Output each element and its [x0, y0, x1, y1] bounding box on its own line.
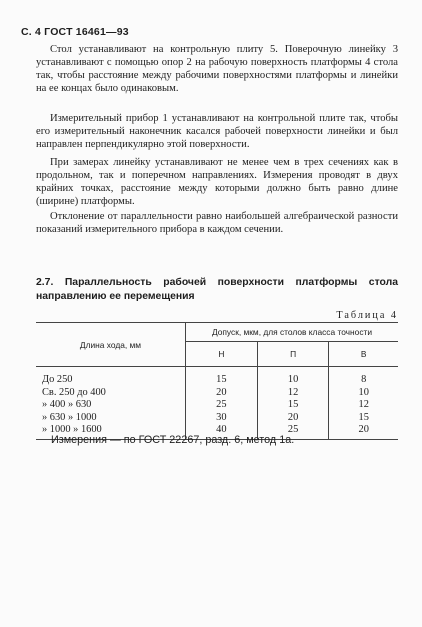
- value-cell: 25: [257, 424, 329, 439]
- value-cell: 15: [358, 411, 369, 423]
- value-cell: 20: [329, 424, 398, 439]
- tolerance-header: Допуск, мкм, для столов класса точности: [186, 323, 399, 342]
- paragraph: Измерительный прибор 1 устанавливают на контрольной плите так, чтобы его измерительный наконечник касался рабочей поверхности линейки и был направлен перпендикулярно этой поверхности.: [36, 113, 398, 151]
- table-row: [36, 367, 398, 387]
- value-cell: 8: [361, 374, 367, 385]
- length-cell: Св. 250 до 400: [36, 387, 186, 400]
- length-cell: » 400 » 630: [36, 399, 186, 412]
- paragraph: Отклонение от параллельности равно наибольшей алгебраической разности показаний измерительного прибора в каждом сечении.: [36, 211, 398, 236]
- paragraph: При замерах линейку устанавливают не менее чем в трех сечениях как в продольном, так и поперечном направлениях. Измерения проводят в двух крайних точках, расстояние между которыми должно быть равно длине (ширине) платформы.: [36, 157, 398, 208]
- section-title: 2.7. Параллельность рабочей поверхности платформы стола направлению ее перемещения: [36, 277, 398, 302]
- length-cell: » 1000 » 1600: [36, 424, 186, 439]
- length-cell: » 630 » 1000: [36, 412, 186, 425]
- length-cell: До 250: [36, 367, 186, 387]
- value-cell: 12: [257, 387, 329, 400]
- value-cell: 10: [257, 367, 329, 387]
- length-column-header: Длина хода, мм: [36, 323, 186, 367]
- value-cell: 20: [216, 386, 227, 398]
- table-label: Таблица 4: [336, 310, 398, 321]
- value-cell: 40: [186, 424, 258, 439]
- measurement-note: Измерения — по ГОСТ 22267, разд. 6, метод 1а.: [51, 434, 295, 446]
- value-cell: 15: [216, 374, 227, 385]
- value-cell: 12: [358, 399, 369, 410]
- value-cell: 20: [257, 412, 329, 425]
- value-cell: 30: [216, 411, 227, 423]
- value-cell: 25: [216, 399, 227, 410]
- value-cell: 10: [358, 386, 369, 398]
- tolerance-table: [36, 322, 398, 440]
- table-row: [36, 399, 398, 412]
- table-row: [36, 412, 398, 425]
- paragraph: Стол устанавливают на контрольную плиту 5. Поверочную линейку 3 устанавливают с помощью опор 2 на рабочую поверхность платформы 4 стола так, чтобы расстояние между рабочими поверхностями платформы и линейки на ее концах было одинаковым.: [36, 44, 398, 95]
- class-header: Н: [186, 342, 258, 367]
- table-row: [36, 387, 398, 400]
- class-header: В: [329, 342, 398, 367]
- class-header: П: [257, 342, 329, 367]
- page-header: С. 4 ГОСТ 16461—93: [21, 26, 129, 38]
- value-cell: 15: [257, 399, 329, 412]
